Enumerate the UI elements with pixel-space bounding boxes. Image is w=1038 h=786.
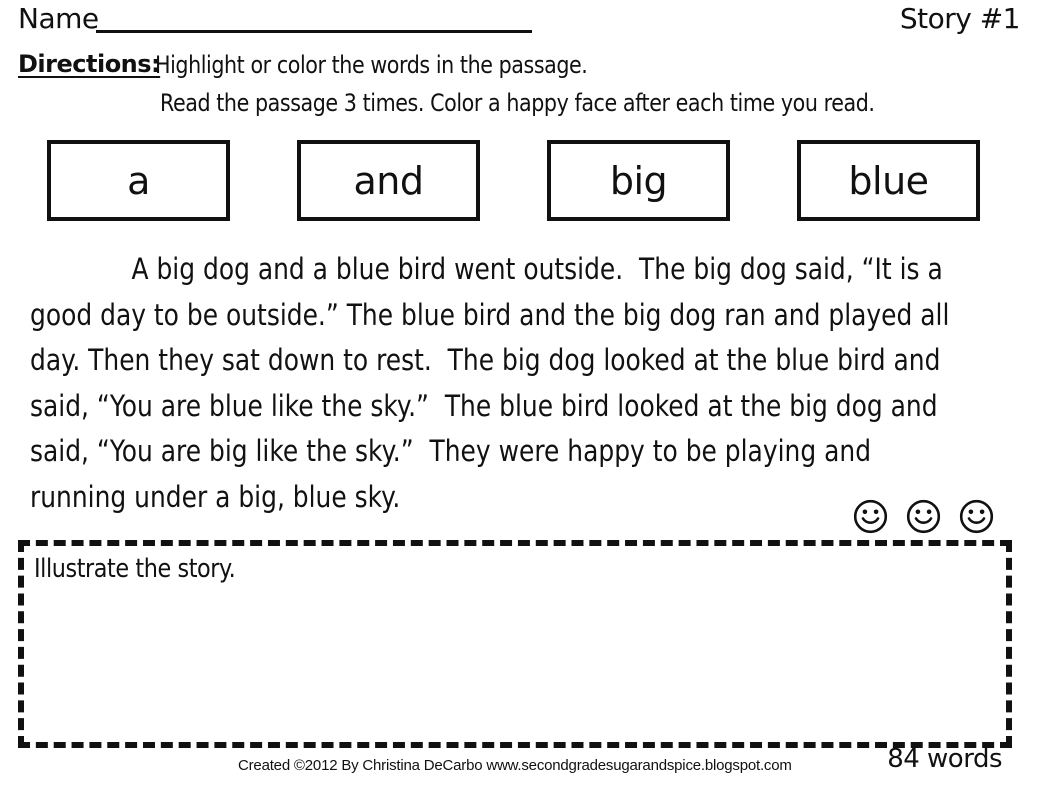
passage-line: day. Then they sat down to rest. The big dog looked at the blue bird and [30,343,941,377]
directions-line-1: Highlight or color the words in the passage. [155,51,588,79]
illustration-box [18,540,1012,748]
smiley-face-icon [905,498,942,535]
word-count: 84 words [887,744,1002,774]
smiley-face-icon [852,498,889,535]
name-blank-line [96,2,532,33]
name-label: Name [18,2,99,35]
directions-line-2: Read the passage 3 times. Color a happy face after each time you read. [160,89,875,117]
passage-line: said, “You are big like the sky.” They were happy to be playing and [30,434,872,468]
passage-line: running under a big, blue sky. [30,479,401,514]
credit-line: Created ©2012 By Christina DeCarbo www.secondgradesugarandspice.blogspot.com [238,757,792,774]
word-box-big: big [547,140,730,221]
happy-face-row [852,498,995,535]
word-box-and: and [297,140,480,221]
story-number: Story #1 [899,2,1020,35]
directions-label: Directions: [18,50,161,78]
word-box-blue: blue [797,140,980,221]
illustrate-label: Illustrate the story. [34,554,236,584]
passage-line: A big dog and a blue bird went outside. The big dog said, “It is a [131,252,943,286]
smiley-face-icon [958,498,995,535]
passage-line: good day to be outside.” The blue bird and the big dog ran and played all [30,297,950,332]
reading-passage [30,247,1008,520]
passage-line: said, “You are blue like the sky.” The blue bird looked at the big dog and [30,388,938,423]
word-box-a: a [47,140,230,221]
word-box-row [47,140,980,221]
